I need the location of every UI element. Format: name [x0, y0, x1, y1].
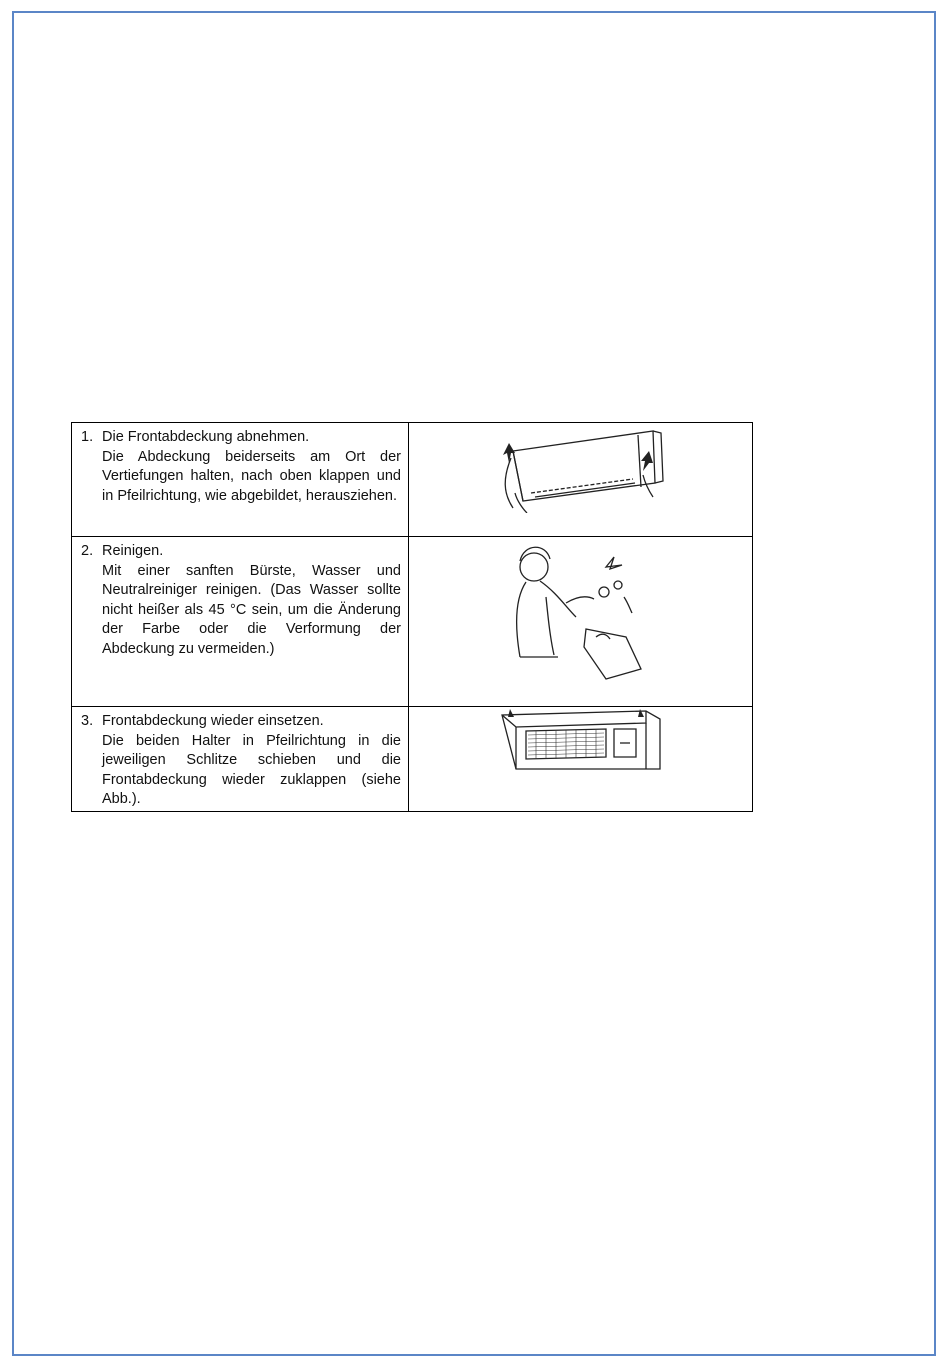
- step-3-text-cell: [72, 707, 409, 812]
- step-3-title: Frontabdeckung wieder einsetzen.: [102, 713, 324, 729]
- step-1-title: Die Frontabdeckung abnehmen.: [102, 429, 310, 445]
- step-1-description: Die Abdeckung beiderseits am Ort der Vertiefungen halten, nach oben klappen und in Pfeilrichtung, wie abgebildet, herausziehen.: [102, 448, 401, 504]
- step-row-2: [72, 537, 753, 707]
- step-1-image-cell: [409, 423, 753, 537]
- step-3-number: 3.: [81, 713, 94, 729]
- reinsert-front-cover-illustration: [496, 707, 666, 772]
- step-2-image-cell: [409, 537, 753, 707]
- step-row-3: [72, 707, 753, 812]
- step-1-text-cell: [72, 423, 409, 537]
- step-3-description: Die beiden Halter in Pfeilrichtung in die jeweiligen Schlitze schieben und die Frontabdeckung wieder zuklappen (siehe Abb.).: [102, 732, 401, 807]
- step-1-number: 1.: [81, 429, 94, 445]
- step-3-image-cell: [409, 707, 753, 812]
- instruction-table: [71, 422, 753, 812]
- step-2-title: Reinigen.: [102, 543, 164, 559]
- step-2-description: Mit einer sanften Bürste, Wasser und Neutralreiniger reinigen. (Das Wasser sollte nicht heißer als 45 °C sein, um die Änderung der Farbe oder die Verformung der Abdeckung zu vermeiden.): [102, 562, 401, 657]
- step-2-text-cell: [72, 537, 409, 707]
- step-2-number: 2.: [81, 543, 94, 559]
- step-row-1: [72, 423, 753, 537]
- person-washing-cover-illustration: [506, 537, 656, 687]
- remove-front-cover-illustration: [493, 423, 668, 513]
